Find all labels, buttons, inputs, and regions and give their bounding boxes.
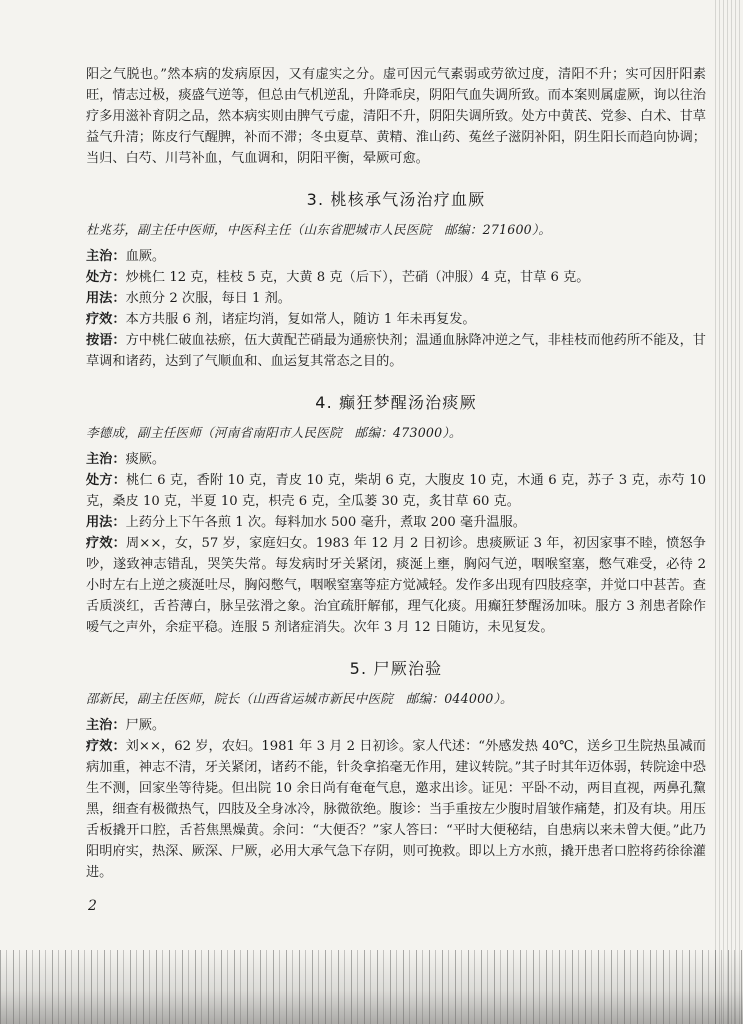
page-content: [86, 64, 706, 883]
label: 用法：: [86, 291, 126, 306]
scan-edge-noise: [715, 0, 743, 1024]
efficacy-paragraph: [86, 533, 706, 638]
opening-paragraph: 阳之气脱也。”然本病的发病原因，又有虚实之分。虚可因元气素弱或劳欲过度，清阳不升；实可因肝阳素旺，情志过极，痰盛气逆等，但总由气机逆乱，升降乖戾，阴阳气血失调所致。而本案则属虚厥，询以往治疗多用滋补育阴之品，然本病实则由脾气亏虚，清阳不升，阴阳失调所致。处方中黄芪、党参、白术、甘草益气升清；陈皮行气醒脾，补而不滞；冬虫夏草、黄精、淮山药、菟丝子滋阴补阳，阴生阳长而趋向协调；当归、白芍、川芎补血，气血调和，阴阳平衡，晕厥可愈。: [86, 67, 706, 166]
label: 疗效：: [86, 536, 126, 551]
section-title: 4. 癫狂梦醒汤治痰厥: [315, 393, 477, 412]
value: 上药分上下午各煎 1 次。每料加水 500 毫升，煮取 200 毫升温服。: [125, 515, 526, 530]
section-title: 5. 尸厥治验: [349, 659, 443, 678]
label: 处方：: [86, 270, 126, 285]
page-number: 2: [88, 898, 97, 914]
section-5: [86, 656, 706, 883]
label: 用法：: [86, 515, 126, 530]
usage-line: [86, 288, 706, 309]
scan-bottom-noise: [0, 950, 743, 1024]
author-line: 杜兆芬，副主任中医师，中医科主任（山东省肥城市人民医院 邮编：271600）。: [86, 222, 552, 237]
label: 疗效：: [86, 739, 126, 754]
indication-line: [86, 246, 706, 267]
value: 水煎分 2 次服，每日 1 剂。: [125, 291, 291, 306]
author-line: 邵新民，副主任医师，院长（山西省运城市新民中医院 邮编：044000）。: [86, 691, 513, 706]
efficacy-paragraph: [86, 736, 706, 883]
label: 主治：: [86, 452, 126, 467]
prescription-line: [86, 267, 706, 288]
value: 尸厥。: [125, 718, 166, 733]
indication-line: [86, 715, 706, 736]
value: 周××，女，57 岁，家庭妇女。1983 年 12 月 2 日初诊。患痰厥证 3 年，初因家事不睦，愤怒争吵，遂致神志错乱，哭笑失常。每发病时牙关紧闭，痰涎上壅，胸闷气逆，咽喉窒塞，憋气难受，必待 2 小时左右上逆之痰涎吐尽，胸闷憋气，咽喉窒塞等症方觉减轻。发作多出现有四肢痉挛，并觉口中甚苦。查舌质淡红，舌苔薄白，脉呈弦滑之象。治宜疏肝解郁，理气化痰。用癫狂梦醒汤加味。服方 3 剂患者除作嗳气之声外，余症平稳。连服 5 剂诸症消失。次年 3 月 12 日随访，未见复发。: [86, 536, 706, 635]
author-line: 李德成，副主任医师（河南省南阳市人民医院 邮编：473000）。: [86, 425, 462, 440]
value: 血厥。: [125, 249, 166, 264]
value: 本方共服 6 剂，诸症均消，复如常人，随访 1 年未再复发。: [125, 312, 476, 327]
section-3: [86, 187, 706, 372]
section-title: 3. 桃核承气汤治疗血厥: [306, 190, 486, 209]
value: 痰厥。: [125, 452, 166, 467]
indication-line: [86, 449, 706, 470]
commentary-paragraph: [86, 330, 706, 372]
efficacy-line: [86, 309, 706, 330]
value: 桃仁 6 克，香附 10 克，青皮 10 克，柴胡 6 克，大腹皮 10 克，木通 6 克，苏子 3 克，赤芍 10 克，桑皮 10 克，半夏 10 克，枳壳 6 克，全瓜蒌 30 克，炙甘草 60 克。: [86, 473, 707, 509]
label: 主治：: [86, 718, 126, 733]
label: 处方：: [86, 473, 127, 488]
label: 疗效：: [86, 312, 126, 327]
value: 炒桃仁 12 克，桂枝 5 克，大黄 8 克（后下），芒硝（冲服）4 克，甘草 6 克。: [125, 270, 590, 285]
section-4: [86, 390, 706, 638]
label: 主治：: [86, 249, 126, 264]
prescription-paragraph: [86, 470, 706, 512]
usage-line: [86, 512, 706, 533]
value: 刘××，62 岁，农妇。1981 年 3 月 2 日初诊。家人代述：“外感发热 40℃，送乡卫生院热虽减而病加重，神志不清，牙关紧闭，诸药不能，针灸拿掐毫无作用，建议转院。”其子时其年迈体弱，转院途中恐生不测，回家坐等待毙。但出院 10 余日尚有奄奄气息，邀求出诊。证见：平卧不动，两目直视，两鼻孔黧黑，细查有极微热气，四肢及全身冰冷，脉微欲绝。腹诊：当手重按左少腹时眉皱作痛楚，扪及有块。用压舌板撬开口腔，舌苔焦黑燥黄。余问：“大便否？”家人答曰：“平时大便秘结，自患病以来未曾大便。”此乃阳明府实，热深、厥深、尸厥，必用大承气急下存阴，则可挽救。即以上方水煎，撬开患者口腔将药徐徐灌进。: [86, 739, 706, 880]
value: 方中桃仁破血祛瘀，伍大黄配芒硝最为通瘀快剂；温通血脉降冲逆之气，非桂枝而他药所不能及，甘草调和诸药，达到了气顺血和、血运复其常态之目的。: [86, 333, 706, 369]
label: 按语：: [86, 333, 126, 348]
